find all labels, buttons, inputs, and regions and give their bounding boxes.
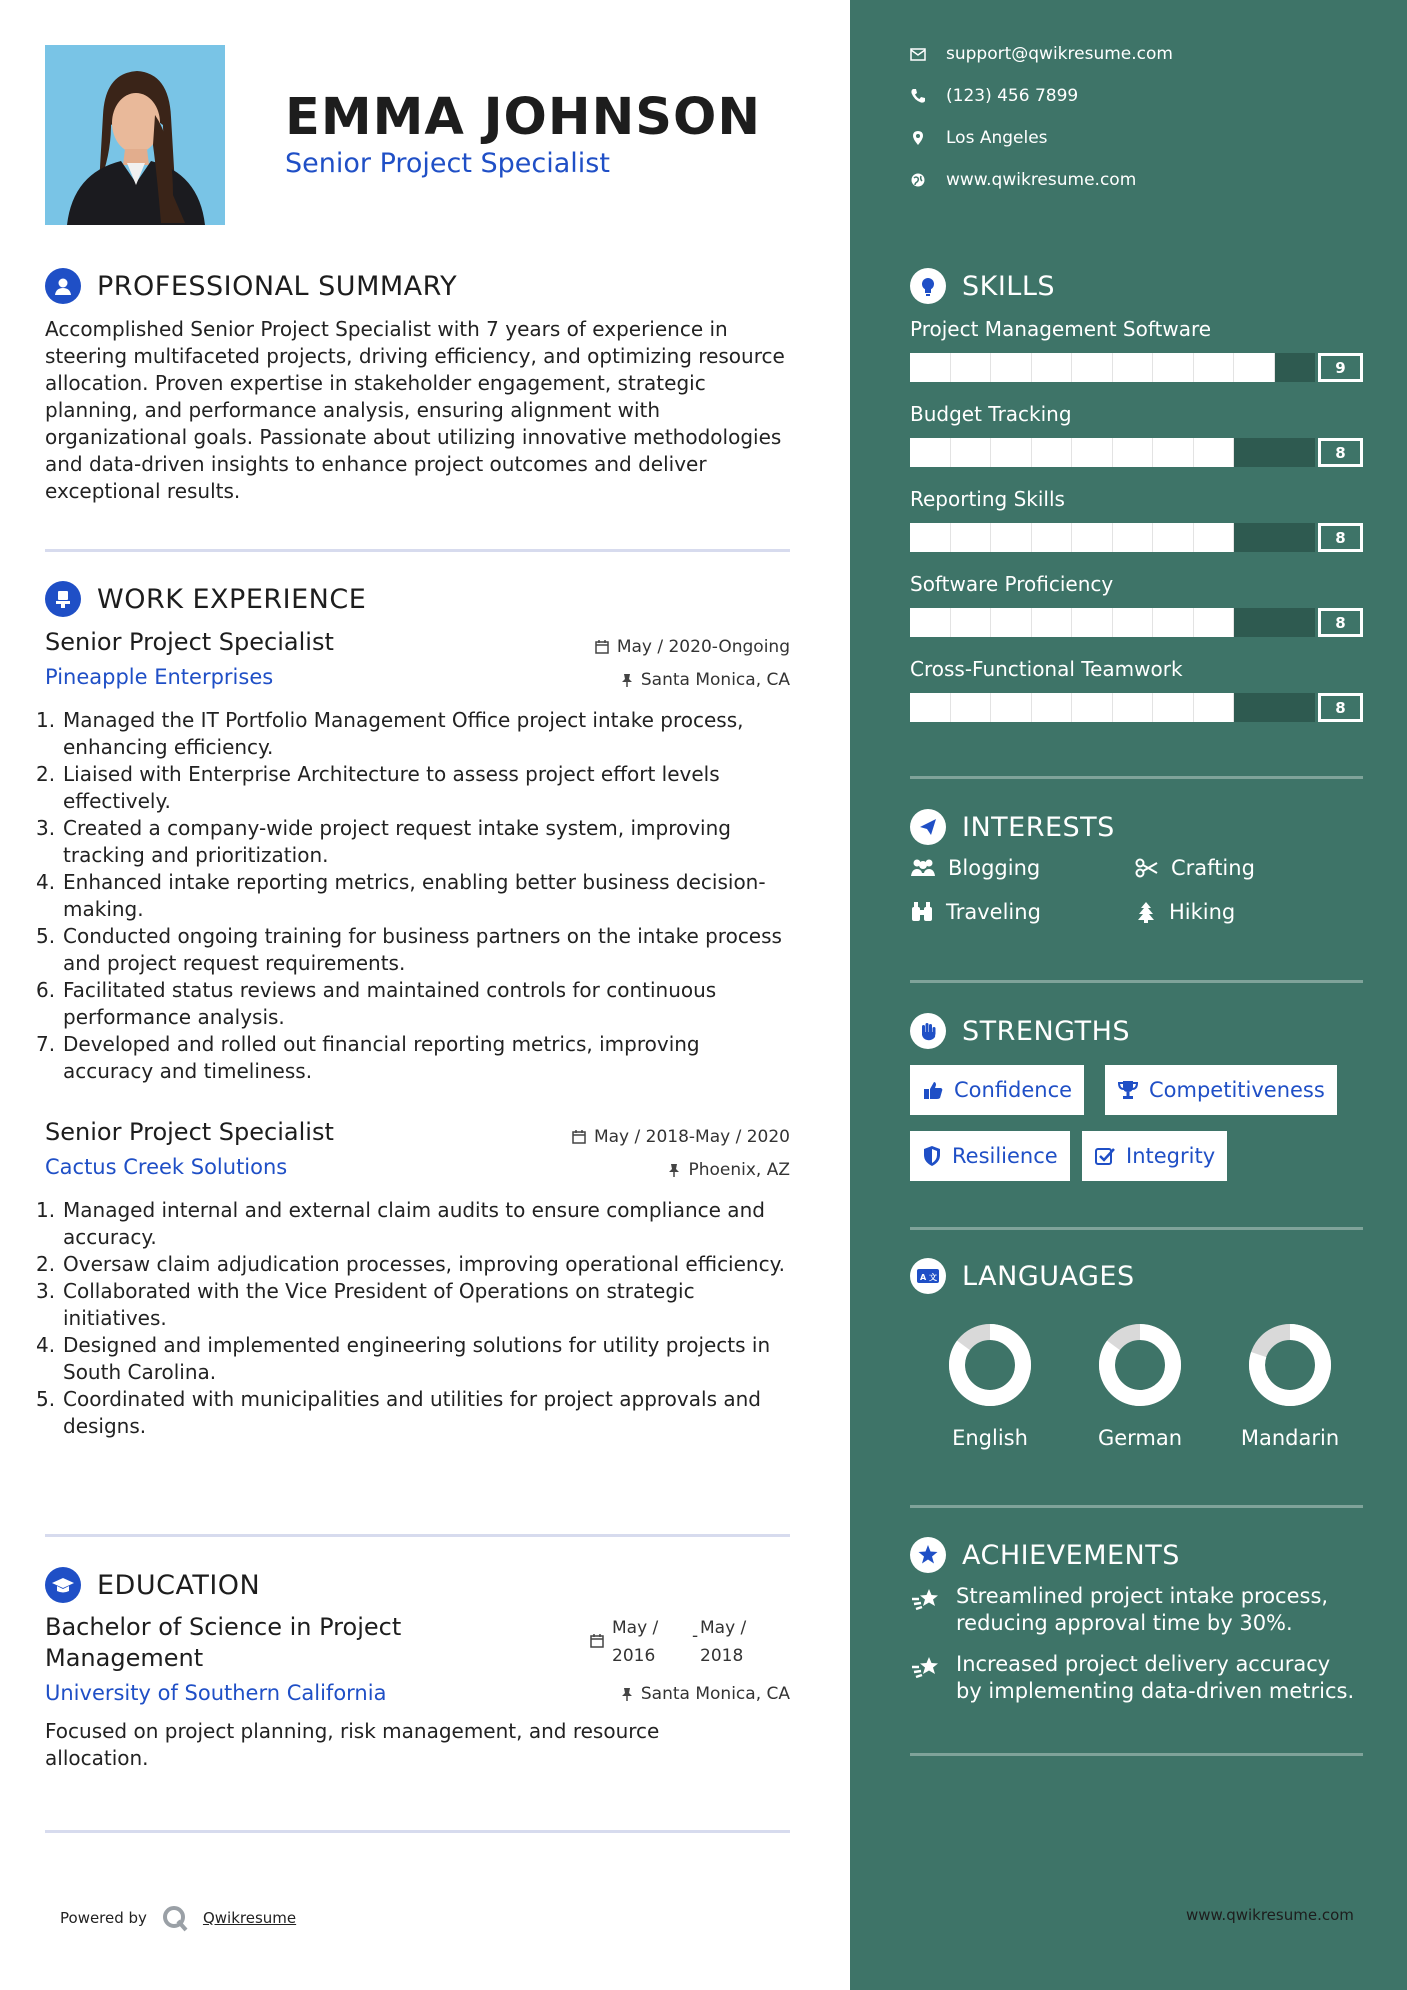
briefcase-icon — [45, 581, 81, 617]
achievement-item — [910, 1651, 1370, 1705]
language-name: German — [1097, 1426, 1183, 1450]
interest-label: Crafting — [1171, 856, 1255, 880]
job-1-title: Senior Project Specialist — [45, 628, 334, 656]
list-item: 1. Managed the IT Portfolio Management Office project intake process, enhancing efficiency. — [36, 708, 744, 759]
skill-bar-segment — [991, 438, 1032, 467]
skill-bar-segment — [1194, 353, 1235, 382]
section-divider — [45, 1830, 790, 1833]
skill-bar-segment — [1032, 353, 1073, 382]
edu-start-year: 2016 — [612, 1646, 656, 1666]
list-item: 6. Facilitated status reviews and maintained controls for continuous performance analysis. — [36, 978, 717, 1029]
job-1-date — [595, 637, 790, 657]
language-item — [945, 1320, 1035, 1414]
language-item — [1245, 1320, 1335, 1414]
user-icon — [45, 268, 81, 304]
school-location — [621, 1684, 790, 1704]
email-text[interactable]: support@qwikresume.com — [946, 44, 1173, 64]
users-icon — [910, 858, 936, 878]
skill-bar-segment — [910, 353, 951, 382]
globe-icon — [910, 172, 926, 188]
thumbs-up-icon — [922, 1079, 944, 1101]
sidebar-divider — [910, 980, 1363, 983]
skill-bar-segment — [1194, 523, 1235, 552]
paper-plane-icon — [910, 809, 946, 845]
job-2-company: Cactus Creek Solutions — [45, 1155, 288, 1179]
skill-bar-segment — [1194, 693, 1235, 722]
pushpin-icon — [621, 673, 633, 687]
job-2-date — [572, 1127, 790, 1147]
skill-level: 8 — [1318, 523, 1363, 552]
skill-bar — [910, 438, 1315, 467]
contact-website — [910, 170, 1136, 190]
skill-bar-segment — [951, 693, 992, 722]
achievements-title: ACHIEVEMENTS — [962, 1539, 1180, 1571]
star-badge-icon — [910, 1537, 946, 1573]
contact-email — [910, 44, 1173, 64]
experience-title: WORK EXPERIENCE — [97, 583, 367, 615]
job-1-duties — [36, 707, 796, 1085]
skill-name: Budget Tracking — [910, 402, 1072, 426]
list-item: 4. Enhanced intake reporting metrics, enabling better business decision-making. — [36, 870, 766, 921]
scissors-icon — [1135, 858, 1159, 878]
education-heading — [45, 1567, 260, 1603]
interests-title: INTERESTS — [962, 811, 1115, 843]
skill-bar-segment — [1032, 693, 1073, 722]
language-icon — [910, 1258, 946, 1294]
skill-bar-segment — [1072, 353, 1113, 382]
job-2-title: Senior Project Specialist — [45, 1118, 334, 1146]
skill-bar-segment — [1153, 438, 1194, 467]
list-item: 2. Liaised with Enterprise Architecture to assess project effort levels effectively. — [36, 762, 720, 813]
school-location-text: Santa Monica, CA — [640, 1684, 790, 1704]
job-2-location-text: Phoenix, AZ — [688, 1160, 790, 1180]
calendar-icon — [595, 640, 609, 654]
skill-bar — [910, 608, 1315, 637]
list-item: 2. Oversaw claim adjudication processes, improving operational efficiency. — [36, 1252, 785, 1276]
candidate-name: EMMA JOHNSON — [285, 88, 762, 147]
languages-heading — [910, 1258, 1135, 1294]
skill-bar-segment — [951, 353, 992, 382]
job-2-location — [668, 1160, 790, 1180]
strengths-title: STRENGTHS — [962, 1015, 1131, 1047]
shooting-star-icon — [910, 1587, 942, 1613]
achievement-line: Streamlined project intake process, — [956, 1584, 1329, 1608]
calendar-icon — [572, 1130, 586, 1144]
raised-hand-icon — [910, 1013, 946, 1049]
profile-photo — [45, 45, 225, 225]
section-divider — [45, 549, 790, 552]
calendar-icon — [590, 1634, 604, 1648]
summary-text: Accomplished Senior Project Specialist with 7 years of experience in steering multifaceted projects, driving efficiency, and optimizing resource allocation. Proven expertise in stakeholder engagement, strategic planning, and performance analysis, ensuring alignment with organizational goals. Passionate about utilizing innovative methodologies and data-driven insights to enhance project outcomes and deliver exceptional results. — [45, 317, 785, 503]
map-marker-icon — [910, 130, 926, 146]
language-donut — [1095, 1320, 1185, 1410]
language-name: English — [952, 1426, 1028, 1450]
languages-title: LANGUAGES — [962, 1260, 1135, 1292]
skill-bar-segment — [1032, 523, 1073, 552]
interest-label: Traveling — [946, 900, 1041, 924]
skill-bar-segment — [910, 693, 951, 722]
shooting-star-icon — [910, 1655, 942, 1681]
interest-label: Blogging — [948, 856, 1041, 880]
skill-bar-segment — [991, 523, 1032, 552]
skill-bar-segment — [1032, 608, 1073, 637]
language-name: Mandarin — [1240, 1426, 1340, 1450]
strength-label: Confidence — [954, 1078, 1073, 1102]
skill-bar-segment — [1194, 608, 1235, 637]
summary-title: PROFESSIONAL SUMMARY — [97, 270, 458, 302]
powered-by — [60, 1904, 296, 1932]
list-item: 1. Managed internal and external claim audits to ensure compliance and accuracy. — [36, 1198, 765, 1249]
education-date — [590, 1614, 746, 1670]
strength-label: Resilience — [952, 1144, 1058, 1168]
contact-location — [910, 128, 1048, 148]
education-text: Focused on project planning, risk management, and resource allocation. — [45, 1719, 660, 1770]
interest-crafting — [1135, 856, 1255, 880]
skill-bar-segment — [910, 608, 951, 637]
skill-bar-segment — [1072, 608, 1113, 637]
skill-bar-segment — [910, 523, 951, 552]
skill-bar-segment — [1113, 438, 1154, 467]
skill-bar-segment — [951, 438, 992, 467]
school-name: University of Southern California — [45, 1681, 387, 1705]
binoculars-icon — [910, 901, 934, 923]
skill-bar-segment — [1153, 353, 1194, 382]
skill-level: 8 — [1318, 693, 1363, 722]
skill-bar — [910, 693, 1315, 722]
achievement-line: Increased project delivery accuracy — [956, 1652, 1331, 1676]
skill-bar-segment — [991, 353, 1032, 382]
checkbox-icon — [1094, 1145, 1116, 1167]
list-item: 3. Created a company-wide project request intake system, improving tracking and prioritization. — [36, 816, 731, 867]
job-2-date-text: May / 2018-May / 2020 — [593, 1127, 790, 1147]
list-item: 4. Designed and implemented engineering solutions for utility projects in South Carolina. — [36, 1333, 771, 1384]
edu-date-dash: - — [692, 1626, 699, 1646]
skill-bar-segment — [1234, 353, 1275, 382]
interest-label: Hiking — [1169, 900, 1236, 924]
strengths-heading — [910, 1013, 1130, 1049]
language-item — [1095, 1320, 1185, 1414]
phone-icon — [910, 88, 926, 104]
skill-bar-segment — [1113, 523, 1154, 552]
skill-bar-segment — [1072, 438, 1113, 467]
degree-title: Bachelor of Science in Project Management — [45, 1613, 402, 1672]
skill-name: Software Proficiency — [910, 572, 1114, 596]
sidebar-divider — [910, 1227, 1363, 1230]
svg-text:A: A — [920, 1273, 927, 1282]
skill-name: Project Management Software — [910, 317, 1212, 341]
skill-bar-segment — [1113, 353, 1154, 382]
pushpin-icon — [668, 1163, 680, 1177]
job-1-company: Pineapple Enterprises — [45, 665, 274, 689]
skill-bar-segment — [991, 693, 1032, 722]
person-portrait-icon — [45, 45, 225, 225]
skill-bar-segment — [1194, 438, 1235, 467]
achievement-line: by implementing data-driven metrics. — [956, 1679, 1355, 1703]
list-item: 7. Developed and rolled out financial reporting metrics, improving accuracy and timeliness. — [36, 1032, 700, 1083]
qwikresume-logo-icon — [161, 1904, 189, 1932]
summary-heading — [45, 268, 457, 304]
sidebar-divider — [910, 1505, 1363, 1508]
skills-title: SKILLS — [962, 270, 1056, 302]
sidebar-divider — [910, 776, 1363, 779]
job-2-duties — [36, 1197, 796, 1440]
skill-bar — [910, 353, 1315, 382]
skill-name: Reporting Skills — [910, 487, 1065, 511]
edu-start-month: May / — [612, 1618, 659, 1638]
skill-bar-segment — [951, 608, 992, 637]
list-item: 5. Conducted ongoing training for business partners on the intake process and project request requirements. — [36, 924, 782, 975]
trophy-icon — [1117, 1079, 1139, 1101]
strength-integrity — [1082, 1131, 1227, 1181]
skill-bar-segment — [1072, 693, 1113, 722]
strength-label: Competitiveness — [1149, 1078, 1325, 1102]
skill-bar-segment — [951, 523, 992, 552]
strength-resilience — [910, 1131, 1070, 1181]
job-1-location — [621, 670, 790, 690]
achievements-heading — [910, 1537, 1180, 1573]
achievement-line: reducing approval time by 30%. — [956, 1611, 1293, 1635]
interest-hiking — [1135, 900, 1235, 924]
education-title: EDUCATION — [97, 1569, 261, 1601]
skill-bar-segment — [1153, 608, 1194, 637]
lightbulb-icon — [910, 268, 946, 304]
strength-label: Integrity — [1126, 1144, 1216, 1168]
experience-heading — [45, 581, 366, 617]
powered-by-label: Powered by — [60, 1909, 147, 1927]
strength-competitiveness — [1105, 1065, 1337, 1115]
skill-bar-segment — [1113, 693, 1154, 722]
achievement-item — [910, 1583, 1370, 1637]
candidate-title: Senior Project Specialist — [285, 148, 610, 179]
skill-bar-segment — [1113, 608, 1154, 637]
skills-heading — [910, 268, 1055, 304]
strength-confidence — [910, 1065, 1084, 1115]
interest-blogging — [910, 856, 1040, 880]
skill-level: 9 — [1318, 353, 1363, 382]
list-item: 3. Collaborated with the Vice President of Operations on strategic initiatives. — [36, 1279, 695, 1330]
graduation-cap-icon — [45, 1567, 81, 1603]
skill-bar-segment — [910, 438, 951, 467]
sidebar-divider — [910, 1753, 1363, 1756]
location-text: Los Angeles — [946, 128, 1048, 148]
language-donut — [1245, 1320, 1335, 1410]
qwikresume-link[interactable]: Qwikresume — [202, 1909, 297, 1927]
skill-bar — [910, 523, 1315, 552]
job-1-location-text: Santa Monica, CA — [640, 670, 790, 690]
edu-end-year: 2018 — [700, 1646, 744, 1666]
list-item: 5. Coordinated with municipalities and utilities for project approvals and designs. — [36, 1387, 761, 1438]
shield-icon — [922, 1145, 942, 1167]
skill-level: 8 — [1318, 438, 1363, 467]
envelope-icon — [910, 48, 926, 61]
edu-end-month: May / — [700, 1618, 747, 1638]
job-1-date-text: May / 2020-Ongoing — [616, 637, 790, 657]
website-text[interactable]: www.qwikresume.com — [946, 170, 1137, 190]
language-donut — [945, 1320, 1035, 1410]
skill-bar-segment — [1153, 693, 1194, 722]
phone-text: (123) 456 7899 — [946, 86, 1079, 106]
skill-bar-segment — [1153, 523, 1194, 552]
interests-heading — [910, 809, 1115, 845]
pushpin-icon — [621, 1687, 633, 1701]
skill-name: Cross-Functional Teamwork — [910, 657, 1183, 681]
interest-traveling — [910, 900, 1041, 924]
skill-level: 8 — [1318, 608, 1363, 637]
tree-icon — [1135, 901, 1157, 923]
skill-bar-segment — [1072, 523, 1113, 552]
contact-phone — [910, 86, 1078, 106]
section-divider — [45, 1534, 790, 1537]
skill-bar-segment — [1032, 438, 1073, 467]
svg-text:文: 文 — [929, 1273, 937, 1282]
footer-website[interactable]: www.qwikresume.com — [1186, 1906, 1354, 1924]
skill-bar-segment — [991, 608, 1032, 637]
